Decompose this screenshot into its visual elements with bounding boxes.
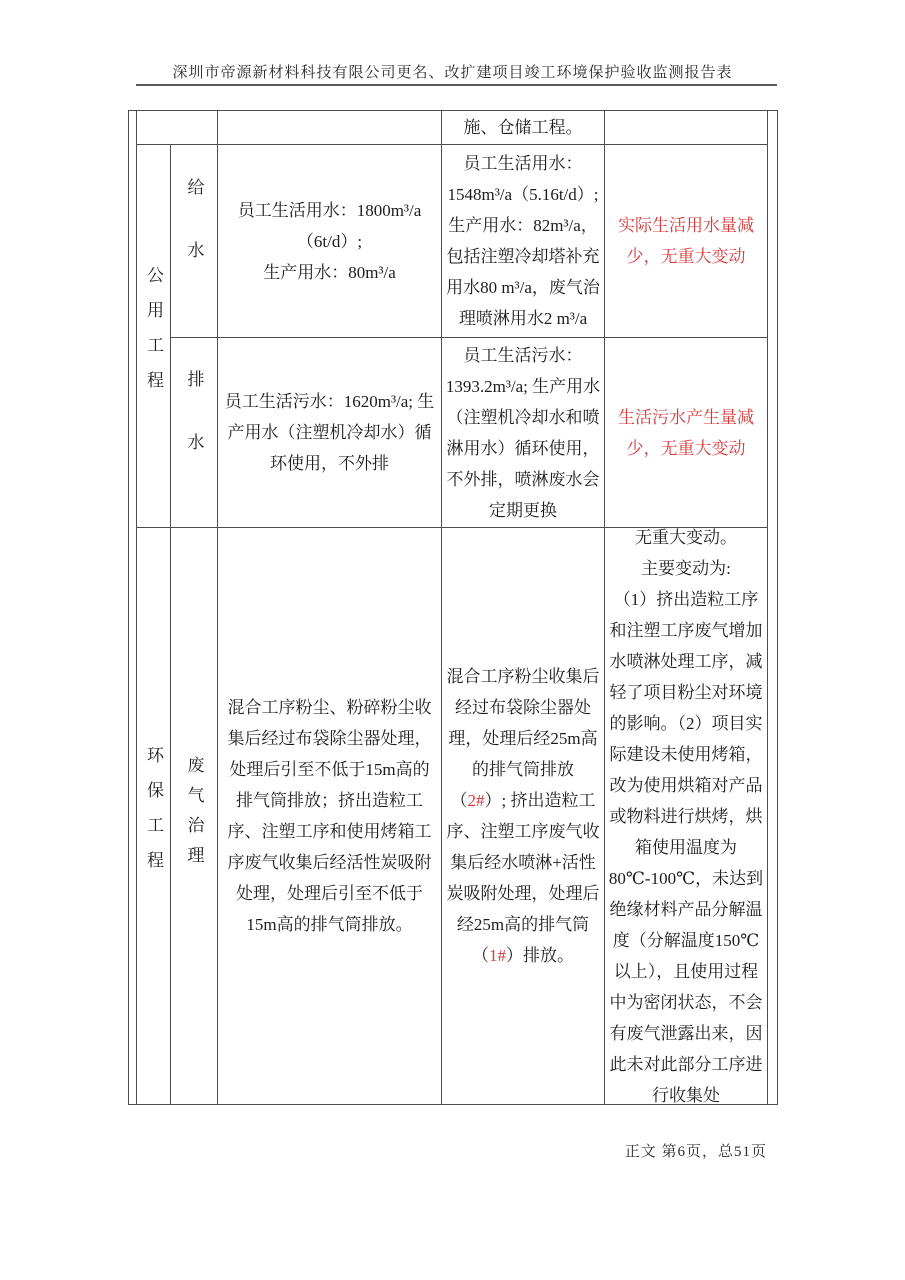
cell-item-waste-gas-treatment (171, 528, 218, 1105)
continuation-text: 施、仓储工程。 (463, 117, 583, 137)
water-supply-change-text: 实际生活用水量减少，无重大变动 (618, 216, 754, 266)
item-label-drainage: 排水 (184, 369, 204, 496)
report-table (136, 110, 767, 1105)
waste-gas-actual-seg1: 混合工序粉尘收集后经过布袋除尘器处理，处理后经25m高的排气筒排放（ (446, 667, 600, 810)
cell-continuation-category (137, 110, 218, 145)
cell-waste-gas-eia (218, 528, 442, 1105)
waste-gas-change-line2: 主要变动为: (641, 558, 731, 578)
stack-2-badge: 2# (467, 791, 485, 810)
drainage-eia-text: 员工生活污水：1620m³/a; 生产用水（注塑机冷却水）循环使用，不外排 (224, 392, 435, 473)
cell-water-supply-eia (218, 145, 442, 338)
cell-group-public-works (137, 145, 171, 528)
cell-waste-gas-actual (442, 528, 605, 1105)
cell-water-supply-change (605, 145, 768, 338)
drainage-actual-text: 员工生活污水：1393.2m³/a; 生产用水（注塑机冷却水和喷淋用水）循环使用，不外排，喷淋废水会定期更换 (445, 345, 601, 520)
cell-continuation-actual (442, 110, 605, 145)
cell-waste-gas-change (605, 528, 768, 1105)
water-supply-eia-line1: 员工生活用水：1800m³/a (237, 200, 422, 220)
cell-item-drainage (171, 338, 218, 528)
drainage-change-text: 生活污水产生量减少，无重大变动 (618, 407, 754, 458)
waste-gas-eia-text: 混合工序粉尘、粉碎粉尘收集后经过布袋除尘器处理，处理后引至不低于15m高的排气筒排放；挤出造粒工序、注塑工序和使用烤箱工序废气收集后经活性炭吸附处理，处理后引至不低于15m高的排气筒排放。 (227, 698, 432, 934)
cell-drainage-eia (218, 338, 442, 528)
water-supply-eia-line3: 生产用水：80m³/a (263, 262, 396, 282)
cell-item-water-supply (171, 145, 218, 338)
water-supply-eia-line2: （6t/d）; (296, 231, 363, 251)
water-supply-actual-text: 员工生活用水：1548m³/a（5.16t/d）; 生产用水：82m³/a，包括注塑冷却塔补充用水80 m³/a，废气治理喷淋用水2 m³/a (446, 154, 600, 328)
waste-gas-actual-seg5: ）排放。 (506, 946, 574, 965)
cell-group-environmental-works (137, 528, 171, 1105)
item-label-water-supply: 给水 (184, 178, 204, 304)
page-number: 正文 第6页，总51页 (624, 1144, 767, 1160)
item-label-waste-gas-treatment: 废气治理 (184, 756, 204, 876)
waste-gas-change-line1: 无重大变动。 (635, 528, 737, 547)
report-title: 深圳市帝源新材料科技有限公司更名、改扩建项目竣工环境保护验收监测报告表 (172, 65, 733, 81)
cell-drainage-change (605, 338, 768, 528)
cell-drainage-actual (442, 338, 605, 528)
group-label-environmental-works: 环保工程 (144, 746, 163, 886)
waste-gas-actual-seg3: ）; 挤出造粒工序、注塑工序废气收集后经水喷淋+活性炭吸附处理，处理后经25m高的排气筒（ (446, 791, 600, 965)
cell-continuation-change (605, 110, 768, 145)
cell-water-supply-actual (442, 145, 605, 338)
group-label-public-works: 公用工程 (144, 266, 163, 406)
title-underline (136, 84, 777, 86)
stack-1-badge: 1# (489, 946, 506, 965)
waste-gas-change-body: （1）挤出造粒工序和注塑工序废气增加水喷淋处理工序，减轻了项目粉尘对环境的影响。（2）项目实际建设未使用烤箱，改为使用烘箱对产品或物料进行烘烤，烘箱使用温度为80℃-100℃，未达到绝缘材料产品分解温度（分解温度150℃以上），且使用过程中为密闭状态，不会有废气泄露出来，因此未对此部分工序进行收集处 (608, 589, 764, 1105)
cell-continuation-eia (218, 110, 442, 145)
waste-gas-actual-text (445, 661, 601, 971)
